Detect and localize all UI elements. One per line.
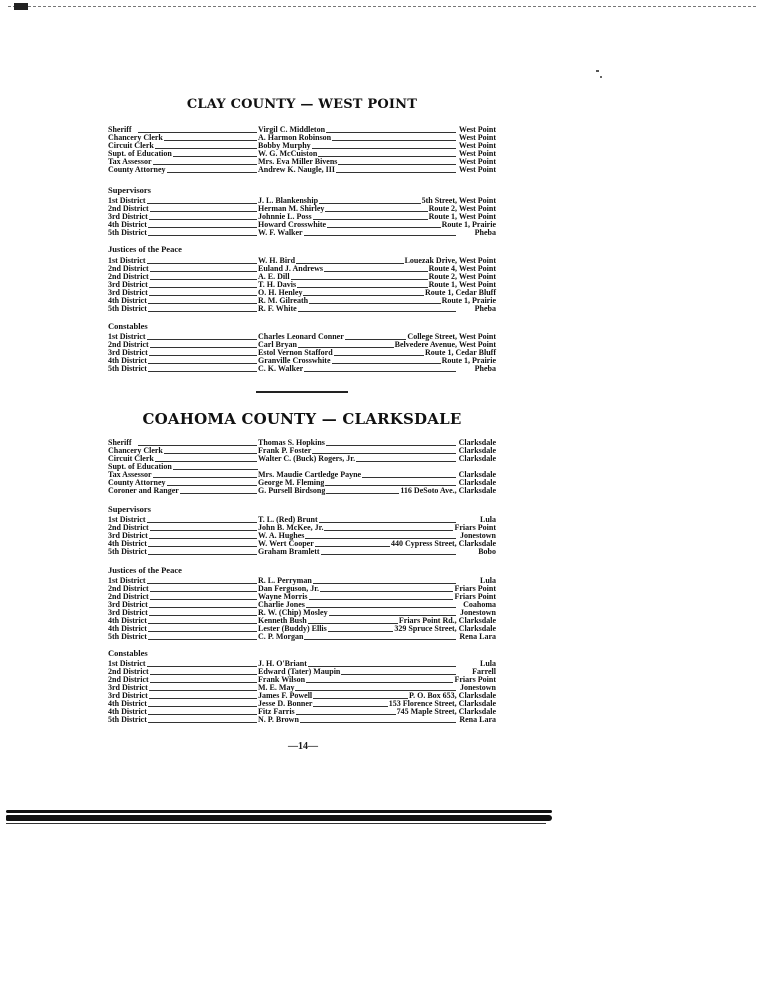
- office-label: Circuit Clerk: [108, 454, 154, 463]
- official-name: John B. McKee, Jr.: [258, 523, 324, 532]
- official-name: C. K. Walker: [258, 364, 304, 373]
- leader-line: [138, 615, 258, 616]
- leader-line: [138, 682, 258, 683]
- office-label: 2nd District: [108, 204, 149, 213]
- official-name: Estol Vernon Stafford: [258, 348, 333, 357]
- official-name: Wayne Morris: [258, 592, 308, 601]
- clay-county-title: CLAY COUNTY — WEST POINT: [186, 97, 418, 112]
- official-location: College Street, West Point: [407, 332, 496, 341]
- office-label: 3rd District: [108, 683, 148, 692]
- official-location: Route 1, Prairie: [441, 296, 496, 305]
- directory-row: [108, 676, 496, 684]
- directory-row: [108, 633, 496, 641]
- office-label: 5th District: [108, 228, 147, 237]
- coahoma-constables-heading: Constables: [108, 648, 148, 658]
- directory-row: [108, 297, 496, 305]
- official-name: Virgil C. Middleton: [258, 125, 326, 134]
- office-label: 2nd District: [108, 675, 149, 684]
- official-name: R. F. White: [258, 304, 297, 313]
- official-name: Jesse D. Bonner: [258, 699, 313, 708]
- official-name: Herman M. Shirley: [258, 204, 325, 213]
- official-location: Friars Point: [454, 584, 496, 593]
- office-label: 5th District: [108, 547, 147, 556]
- office-label: 3rd District: [108, 288, 148, 297]
- official-name: Fitz Farris: [258, 707, 295, 716]
- leader-line: [138, 623, 258, 624]
- office-label: Supt. of Education: [108, 149, 172, 158]
- office-label: Circuit Clerk: [108, 141, 154, 150]
- office-label: 3rd District: [108, 531, 148, 540]
- official-name: W. F. Walker: [258, 228, 303, 237]
- leader-line: [138, 311, 258, 312]
- official-location: Friars Point: [454, 675, 496, 684]
- official-name: Frank Wilson: [258, 675, 306, 684]
- office-label: 2nd District: [108, 272, 149, 281]
- official-location: Rena Lara: [459, 715, 496, 724]
- leader-line: [138, 722, 258, 723]
- official-location: Farrell: [472, 667, 496, 676]
- leader-line: [138, 219, 258, 220]
- leader-line: [138, 674, 258, 675]
- directory-row: [108, 548, 496, 556]
- directory-row: [108, 229, 496, 237]
- official-location: Route 4, West Point: [428, 264, 496, 273]
- official-name: J. H. O'Briant: [258, 659, 307, 668]
- official-location: Jonestown: [459, 683, 496, 692]
- leader-line: [138, 363, 258, 364]
- office-label: 3rd District: [108, 348, 148, 357]
- official-name: T. H. Davis: [258, 280, 297, 289]
- office-label: 4th District: [108, 707, 147, 716]
- leader-line: [138, 631, 258, 632]
- official-name: James F. Powell: [258, 691, 313, 700]
- official-name: G. Pursell Birdsong: [258, 486, 326, 495]
- official-name: Andrew K. Naugle, III: [258, 165, 335, 174]
- leader-line: [138, 591, 258, 592]
- office-label: Supt. of Education: [108, 462, 172, 471]
- official-location: Route 1, Prairie: [441, 220, 496, 229]
- clay-justices-list: [108, 257, 496, 313]
- official-location: Louezak Drive, West Point: [404, 256, 496, 265]
- leader-line: [138, 203, 258, 204]
- office-label: Tax Assessor: [108, 157, 152, 166]
- office-label: 2nd District: [108, 592, 149, 601]
- leader-line: [138, 227, 258, 228]
- directory-row: [108, 708, 496, 716]
- official-location: Bobo: [478, 547, 496, 556]
- official-location: Route 2, West Point: [428, 272, 496, 281]
- official-location: West Point: [458, 149, 496, 158]
- official-location: Friars Point Rd., Clarksdale: [398, 616, 496, 625]
- official-location: Pheba: [474, 364, 496, 373]
- official-name: Granville Crosswhite: [258, 356, 331, 365]
- scan-speck: [596, 70, 599, 72]
- clay-constables-list: [108, 333, 496, 373]
- office-label: 5th District: [108, 715, 147, 724]
- coahoma-supervisors-list: [108, 516, 496, 556]
- office-label: 4th District: [108, 539, 147, 548]
- office-label: 3rd District: [108, 280, 148, 289]
- official-name: M. E. May: [258, 683, 295, 692]
- office-label: 3rd District: [108, 212, 148, 221]
- official-name: W. G. McCuiston: [258, 149, 318, 158]
- official-location: West Point: [458, 141, 496, 150]
- leader-line: [138, 522, 258, 523]
- official-location: 745 Maple Street, Clarksdale: [396, 707, 496, 716]
- official-name: Charlie Jones: [258, 600, 305, 609]
- official-name: Graham Bramlett: [258, 547, 320, 556]
- leader-line: [138, 235, 258, 236]
- office-label: 2nd District: [108, 523, 149, 532]
- office-label: 1st District: [108, 659, 146, 668]
- coahoma-county-title: COAHOMA COUNTY — CLARKSDALE: [142, 410, 462, 428]
- official-location: West Point: [458, 157, 496, 166]
- official-location: West Point: [458, 133, 496, 142]
- office-label: 4th District: [108, 699, 147, 708]
- leader-line: [138, 371, 258, 372]
- coahoma-constables-list: [108, 660, 496, 724]
- office-label: 1st District: [108, 332, 146, 341]
- leader-line: [138, 303, 258, 304]
- section-divider: [256, 391, 348, 393]
- leader-line: [138, 607, 258, 608]
- official-location: Lula: [479, 515, 496, 524]
- leader-line: [138, 554, 258, 555]
- official-name: W. H. Bird: [258, 256, 296, 265]
- official-location: Lula: [479, 576, 496, 585]
- official-name: Mrs. Eva Miller Bivens: [258, 157, 338, 166]
- leader-line: [138, 546, 258, 547]
- office-label: Chancery Clerk: [108, 446, 163, 455]
- official-name: Euland J. Andrews: [258, 264, 323, 273]
- official-name: W. Wert Cooper: [258, 539, 314, 548]
- office-label: 3rd District: [108, 608, 148, 617]
- official-name: Howard Crosswhite: [258, 220, 327, 229]
- directory-row: [108, 365, 496, 373]
- leader-line: [138, 347, 258, 348]
- official-location: Lula: [479, 659, 496, 668]
- official-name: R. M. Gilreath: [258, 296, 309, 305]
- leader-line: [138, 583, 258, 584]
- official-location: Friars Point: [454, 592, 496, 601]
- official-location: Route 1, West Point: [428, 280, 496, 289]
- coahoma-justices-list: [108, 577, 496, 641]
- official-name: J. L. Blankenship: [258, 196, 319, 205]
- top-scan-border: [8, 6, 756, 7]
- official-name: Dan Ferguson, Jr.: [258, 584, 320, 593]
- coahoma-officers-list: [108, 439, 496, 495]
- leader-line: [138, 211, 258, 212]
- clay-supervisors-list: [108, 197, 496, 237]
- official-location: Clarksdale: [458, 470, 496, 479]
- official-name: Charles Leonard Conner: [258, 332, 344, 341]
- office-label: 2nd District: [108, 667, 149, 676]
- official-location: Belvedere Avenue, West Point: [394, 340, 496, 349]
- official-location: Clarksdale: [458, 478, 496, 487]
- official-location: 153 Florence Street, Clarksdale: [388, 699, 496, 708]
- page-number: —14—: [288, 741, 318, 752]
- leader-line: [138, 279, 258, 280]
- official-location: 440 Cypress Street, Clarksdale: [390, 539, 496, 548]
- leader-line: [138, 666, 258, 667]
- official-location: Route 1, Cedar Bluff: [425, 348, 496, 357]
- office-label: 2nd District: [108, 584, 149, 593]
- leader-line: [138, 698, 258, 699]
- official-location: P. O. Box 653, Clarksdale: [408, 691, 496, 700]
- official-name: R. W. (Chip) Mosley: [258, 608, 328, 617]
- office-label: 5th District: [108, 364, 147, 373]
- office-label: County Attorney: [108, 478, 166, 487]
- directory-row: [108, 166, 496, 174]
- official-location: Rena Lara: [459, 632, 496, 641]
- official-name: Walter C. (Buck) Rogers, Jr.: [258, 454, 356, 463]
- official-location: 5th Street, West Point: [421, 196, 496, 205]
- leader-line: [138, 339, 258, 340]
- official-location: Route 2, West Point: [428, 204, 496, 213]
- office-label: 3rd District: [108, 691, 148, 700]
- official-name: A. E. Dill: [258, 272, 290, 281]
- leader-line: [138, 530, 258, 531]
- leader-line: [138, 639, 258, 640]
- official-location: Clarksdale: [458, 438, 496, 447]
- office-label: 1st District: [108, 576, 146, 585]
- official-name: Kenneth Bush: [258, 616, 307, 625]
- directory-row: [108, 487, 496, 495]
- leader-line: [138, 538, 258, 539]
- official-name: N. P. Brown: [258, 715, 299, 724]
- office-label: 5th District: [108, 632, 147, 641]
- office-label: 4th District: [108, 624, 147, 633]
- official-name: A. Harmon Robinson: [258, 133, 332, 142]
- official-location: Clarksdale: [458, 454, 496, 463]
- official-location: Pheba: [474, 228, 496, 237]
- official-name: R. L. Perryman: [258, 576, 312, 585]
- official-location: Pheba: [474, 304, 496, 313]
- office-label: 3rd District: [108, 600, 148, 609]
- official-name: Frank P. Foster: [258, 446, 312, 455]
- coahoma-justices-heading: Justices of the Peace: [108, 565, 182, 575]
- office-label: 2nd District: [108, 340, 149, 349]
- office-label: Sheriff: [108, 125, 132, 134]
- leader-line: [138, 295, 258, 296]
- official-name: Edward (Tater) Maupin: [258, 667, 341, 676]
- official-location: Clarksdale: [458, 446, 496, 455]
- office-label: County Attorney: [108, 165, 166, 174]
- office-label: 4th District: [108, 220, 147, 229]
- bottom-rule: [6, 823, 546, 824]
- office-label: 5th District: [108, 304, 147, 313]
- leader-line: [138, 271, 258, 272]
- leader-line: [138, 714, 258, 715]
- official-name: Thomas S. Hopkins: [258, 438, 325, 447]
- official-name: Bobby Murphy: [258, 141, 311, 150]
- bottom-rule: [6, 815, 552, 821]
- office-label: 1st District: [108, 256, 146, 265]
- office-label: Coroner and Ranger: [108, 486, 179, 495]
- official-name: Johnnie L. Poss: [258, 212, 312, 221]
- official-location: Coahoma: [463, 600, 496, 609]
- official-name: C. P. Morgan: [258, 632, 304, 641]
- official-name: O. H. Henley: [258, 288, 303, 297]
- office-label: 1st District: [108, 515, 146, 524]
- official-name: Lester (Buddy) Ellis: [258, 624, 327, 633]
- official-name: T. L. (Red) Brunt: [258, 515, 318, 524]
- leader-line: [138, 690, 258, 691]
- official-location: Jonestown: [459, 608, 496, 617]
- directory-row: [108, 716, 496, 724]
- bottom-rule: [6, 810, 552, 813]
- clay-justices-heading: Justices of the Peace: [108, 244, 182, 254]
- office-label: 4th District: [108, 356, 147, 365]
- leader-line: [138, 706, 258, 707]
- leader-line: [138, 287, 258, 288]
- leader-line: [138, 599, 258, 600]
- official-location: Friars Point: [454, 523, 496, 532]
- office-label: Sheriff: [108, 438, 132, 447]
- clay-officers-list: [108, 126, 496, 174]
- office-label: 4th District: [108, 296, 147, 305]
- official-location: Route 1, Cedar Bluff: [425, 288, 496, 297]
- office-label: Tax Assessor: [108, 470, 152, 479]
- official-name: George M. Fleming: [258, 478, 325, 487]
- scan-speck: [600, 76, 602, 78]
- office-label: 4th District: [108, 616, 147, 625]
- office-label: 2nd District: [108, 264, 149, 273]
- official-location: Route 1, Prairie: [441, 356, 496, 365]
- official-location: West Point: [458, 125, 496, 134]
- scan-corner-mark: [14, 3, 28, 10]
- office-label: Chancery Clerk: [108, 133, 163, 142]
- clay-supervisors-heading: Supervisors: [108, 185, 151, 195]
- official-name: Carl Bryan: [258, 340, 297, 349]
- official-location: Jonestown: [459, 531, 496, 540]
- official-location: 329 Spruce Street, Clarksdale: [394, 624, 496, 633]
- leader-line: [138, 263, 258, 264]
- official-location: Route 1, West Point: [428, 212, 496, 221]
- coahoma-supervisors-heading: Supervisors: [108, 504, 151, 514]
- official-location: West Point: [458, 165, 496, 174]
- official-name: Mrs. Maudie Cartledge Payne: [258, 470, 362, 479]
- leader-line: [138, 355, 258, 356]
- official-location: 116 DeSoto Ave., Clarksdale: [400, 486, 496, 495]
- official-name: W. A. Hughes: [258, 531, 305, 540]
- directory-row: [108, 305, 496, 313]
- clay-constables-heading: Constables: [108, 321, 148, 331]
- office-label: 1st District: [108, 196, 146, 205]
